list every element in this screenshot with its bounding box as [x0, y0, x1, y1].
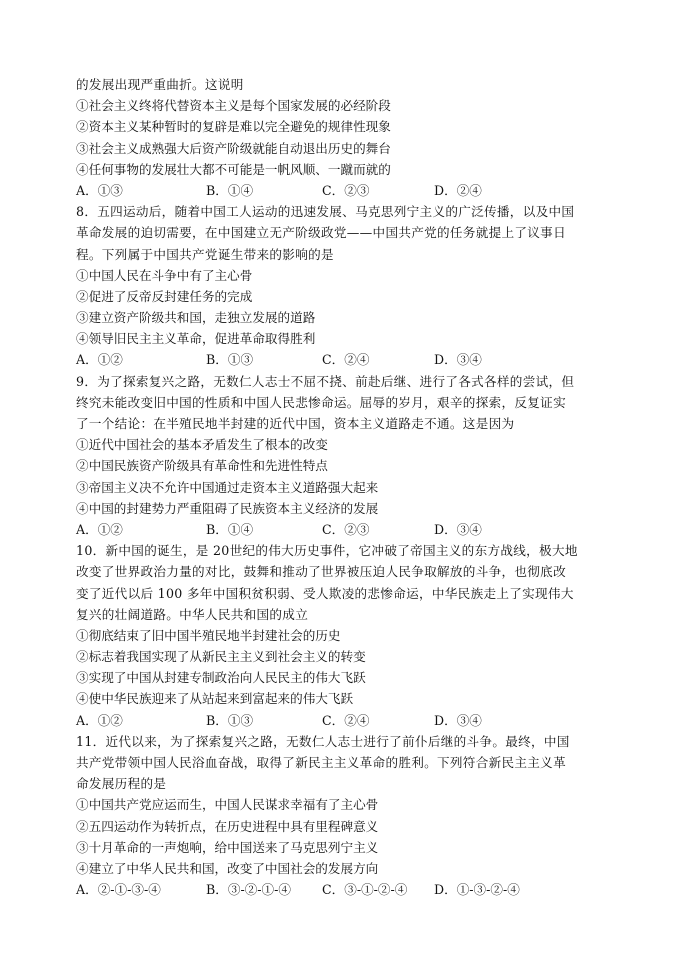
question-11-option-1: ①中国共产党应运而生，中国人民谋求幸福有了主心骨	[76, 797, 379, 813]
question-9	[76, 371, 616, 541]
question-8-option-2: ②促进了反帝反封建任务的完成	[76, 288, 253, 304]
question-10-stem-line-3: 变了近代以后 100 多年中国积贫积弱、受人欺凌的悲惨命运，中华民族走上了实现伟大	[76, 585, 574, 601]
question-8-choice-d: D．③④	[434, 352, 482, 368]
question-10-choice-a: A．①②	[76, 712, 123, 728]
question-11-stem-line-2: 共产党带领中国人民浴血奋战，取得了新民主主义革命的胜利。下列符合新民主主义革	[76, 755, 566, 770]
question-9-stem-line-2: 终究未能改变旧中国的性质和中国人民悲惨命运。屈辱的岁月，艰辛的探索，反复证实	[76, 394, 566, 410]
question-9-option-3: ③帝国主义决不允许中国通过走资本主义道路强大起来	[76, 479, 379, 495]
question-7-option-2: ②资本主义某种暂时的复辟是难以完全避免的规律性现象	[76, 119, 391, 135]
question-9-option-1: ①近代中国社会的基本矛盾发生了根本的改变	[76, 437, 328, 453]
question-11-option-3: ③十月革命的一声炮响，给中国送来了马克思列宁主义	[76, 839, 379, 855]
question-10-stem-line-4: 复兴的壮阔道路。中华人民共和国的成立	[76, 606, 309, 622]
question-8-choice-c: C．②④	[322, 352, 370, 368]
question-8-choice-a: A．①②	[76, 352, 123, 368]
question-7-choice-c: C．②③	[322, 182, 370, 198]
question-10-stem-line-2: 改变了世界政治力量的对比，鼓舞和推动了世界被压迫人民争取解放的斗争，也彻底改	[76, 564, 566, 580]
question-9-choice-a: A．①②	[76, 521, 123, 537]
question-9-option-4: ④中国的封建势力严重阻碍了民族资本主义经济的发展	[76, 500, 379, 516]
question-9-choice-b: B．①④	[206, 521, 254, 537]
question-8	[76, 201, 616, 371]
question-10-stem-line-1: 10．新中国的诞生，是 20世纪的伟大历史事件，它冲破了帝国主义的东方战线，极大地	[76, 543, 578, 559]
question-11-stem-line-3: 命发展历程的是	[76, 776, 167, 792]
question-10	[76, 540, 616, 731]
question-10-choice-b: B．①③	[206, 712, 254, 728]
question-11-option-2: ②五四运动作为转折点，在历史进程中具有里程碑意义	[76, 818, 379, 834]
question-7-choice-a: A．①③	[76, 182, 123, 198]
question-7-option-4: ④任何事物的发展壮大都不可能是一帆风顺、一蹴而就的	[76, 161, 391, 177]
question-10-choices	[76, 710, 616, 731]
question-7-option-3: ③社会主义成熟强大后资产阶级就能自动退出历史的舞台	[76, 140, 391, 156]
question-8-stem-line-3: 程。下列属于中国共产党诞生带来的影响的是	[76, 246, 334, 262]
question-10-choice-d: D．③④	[434, 712, 482, 728]
question-7-choice-b: B．①④	[206, 182, 254, 198]
question-10-option-3: ③实现了中国从封建专制政治向人民民主的伟大飞跃	[76, 670, 366, 686]
question-7	[76, 74, 616, 201]
question-11-stem-line-1: 11．近代以来，为了探索复兴之路，无数仁人志士进行了前仆后继的斗争。最终，中国	[76, 733, 570, 749]
question-11-choice-c: C．③-①-②-④	[322, 882, 408, 898]
question-7-choices	[76, 180, 616, 201]
question-11-choice-d: D．①-③-②-④	[434, 882, 520, 898]
question-11-option-4: ④建立了中华人民共和国，改变了中国社会的发展方向	[76, 860, 379, 876]
question-11-choice-a: A．②-①-③-④	[76, 882, 161, 898]
question-9-choice-d: D．③④	[434, 521, 482, 537]
question-8-choice-b: B．①③	[206, 352, 254, 368]
question-7-stem-tail: 的发展出现严重曲折。这说明	[76, 77, 244, 92]
question-10-choice-c: C．②④	[322, 712, 370, 728]
question-11	[76, 731, 616, 901]
question-9-choices	[76, 519, 616, 540]
question-8-choices	[76, 349, 616, 370]
question-8-stem-line-2: 革命发展的迫切需要，在中国建立无产阶级政党——中国共产党的任务就提上了议事日	[76, 225, 566, 241]
question-10-option-2: ②标志着我国实现了从新民主主义到社会主义的转变	[76, 649, 366, 665]
question-10-option-1: ①彻底结束了旧中国半殖民地半封建社会的历史	[76, 627, 341, 643]
question-9-choice-c: C．②③	[322, 521, 370, 537]
question-8-stem-line-1: 8．五四运动后，随着中国工人运动的迅速发展、马克思列宁主义的广泛传播，以及中国	[76, 204, 575, 220]
question-10-option-4: ④使中华民族迎来了从站起来到富起来的伟大飞跃	[76, 691, 354, 707]
page-content	[76, 74, 616, 900]
question-9-stem-line-1: 9．为了探索复兴之路，无数仁人志士不屈不挠、前赴后继、进行了各式各样的尝试，但	[76, 373, 575, 389]
question-11-choice-b: B．③-②-①-④	[206, 882, 291, 898]
question-11-choices	[76, 879, 616, 900]
question-8-option-1: ①中国人民在斗争中有了主心骨	[76, 267, 253, 283]
question-8-option-4: ④领导旧民主主义革命，促进革命取得胜利	[76, 331, 316, 347]
question-7-choice-d: D．②④	[434, 182, 482, 198]
question-9-stem-line-3: 了一个结论：在半殖民地半封建的近代中国，资本主义道路走不通。这是因为	[76, 416, 515, 431]
question-9-option-2: ②中国民族资产阶级具有革命性和先进性特点	[76, 458, 328, 474]
question-7-option-1: ①社会主义终将代替资本主义是每个国家发展的必经阶段	[76, 98, 391, 114]
question-8-option-3: ③建立资产阶级共和国，走独立发展的道路	[76, 310, 316, 326]
